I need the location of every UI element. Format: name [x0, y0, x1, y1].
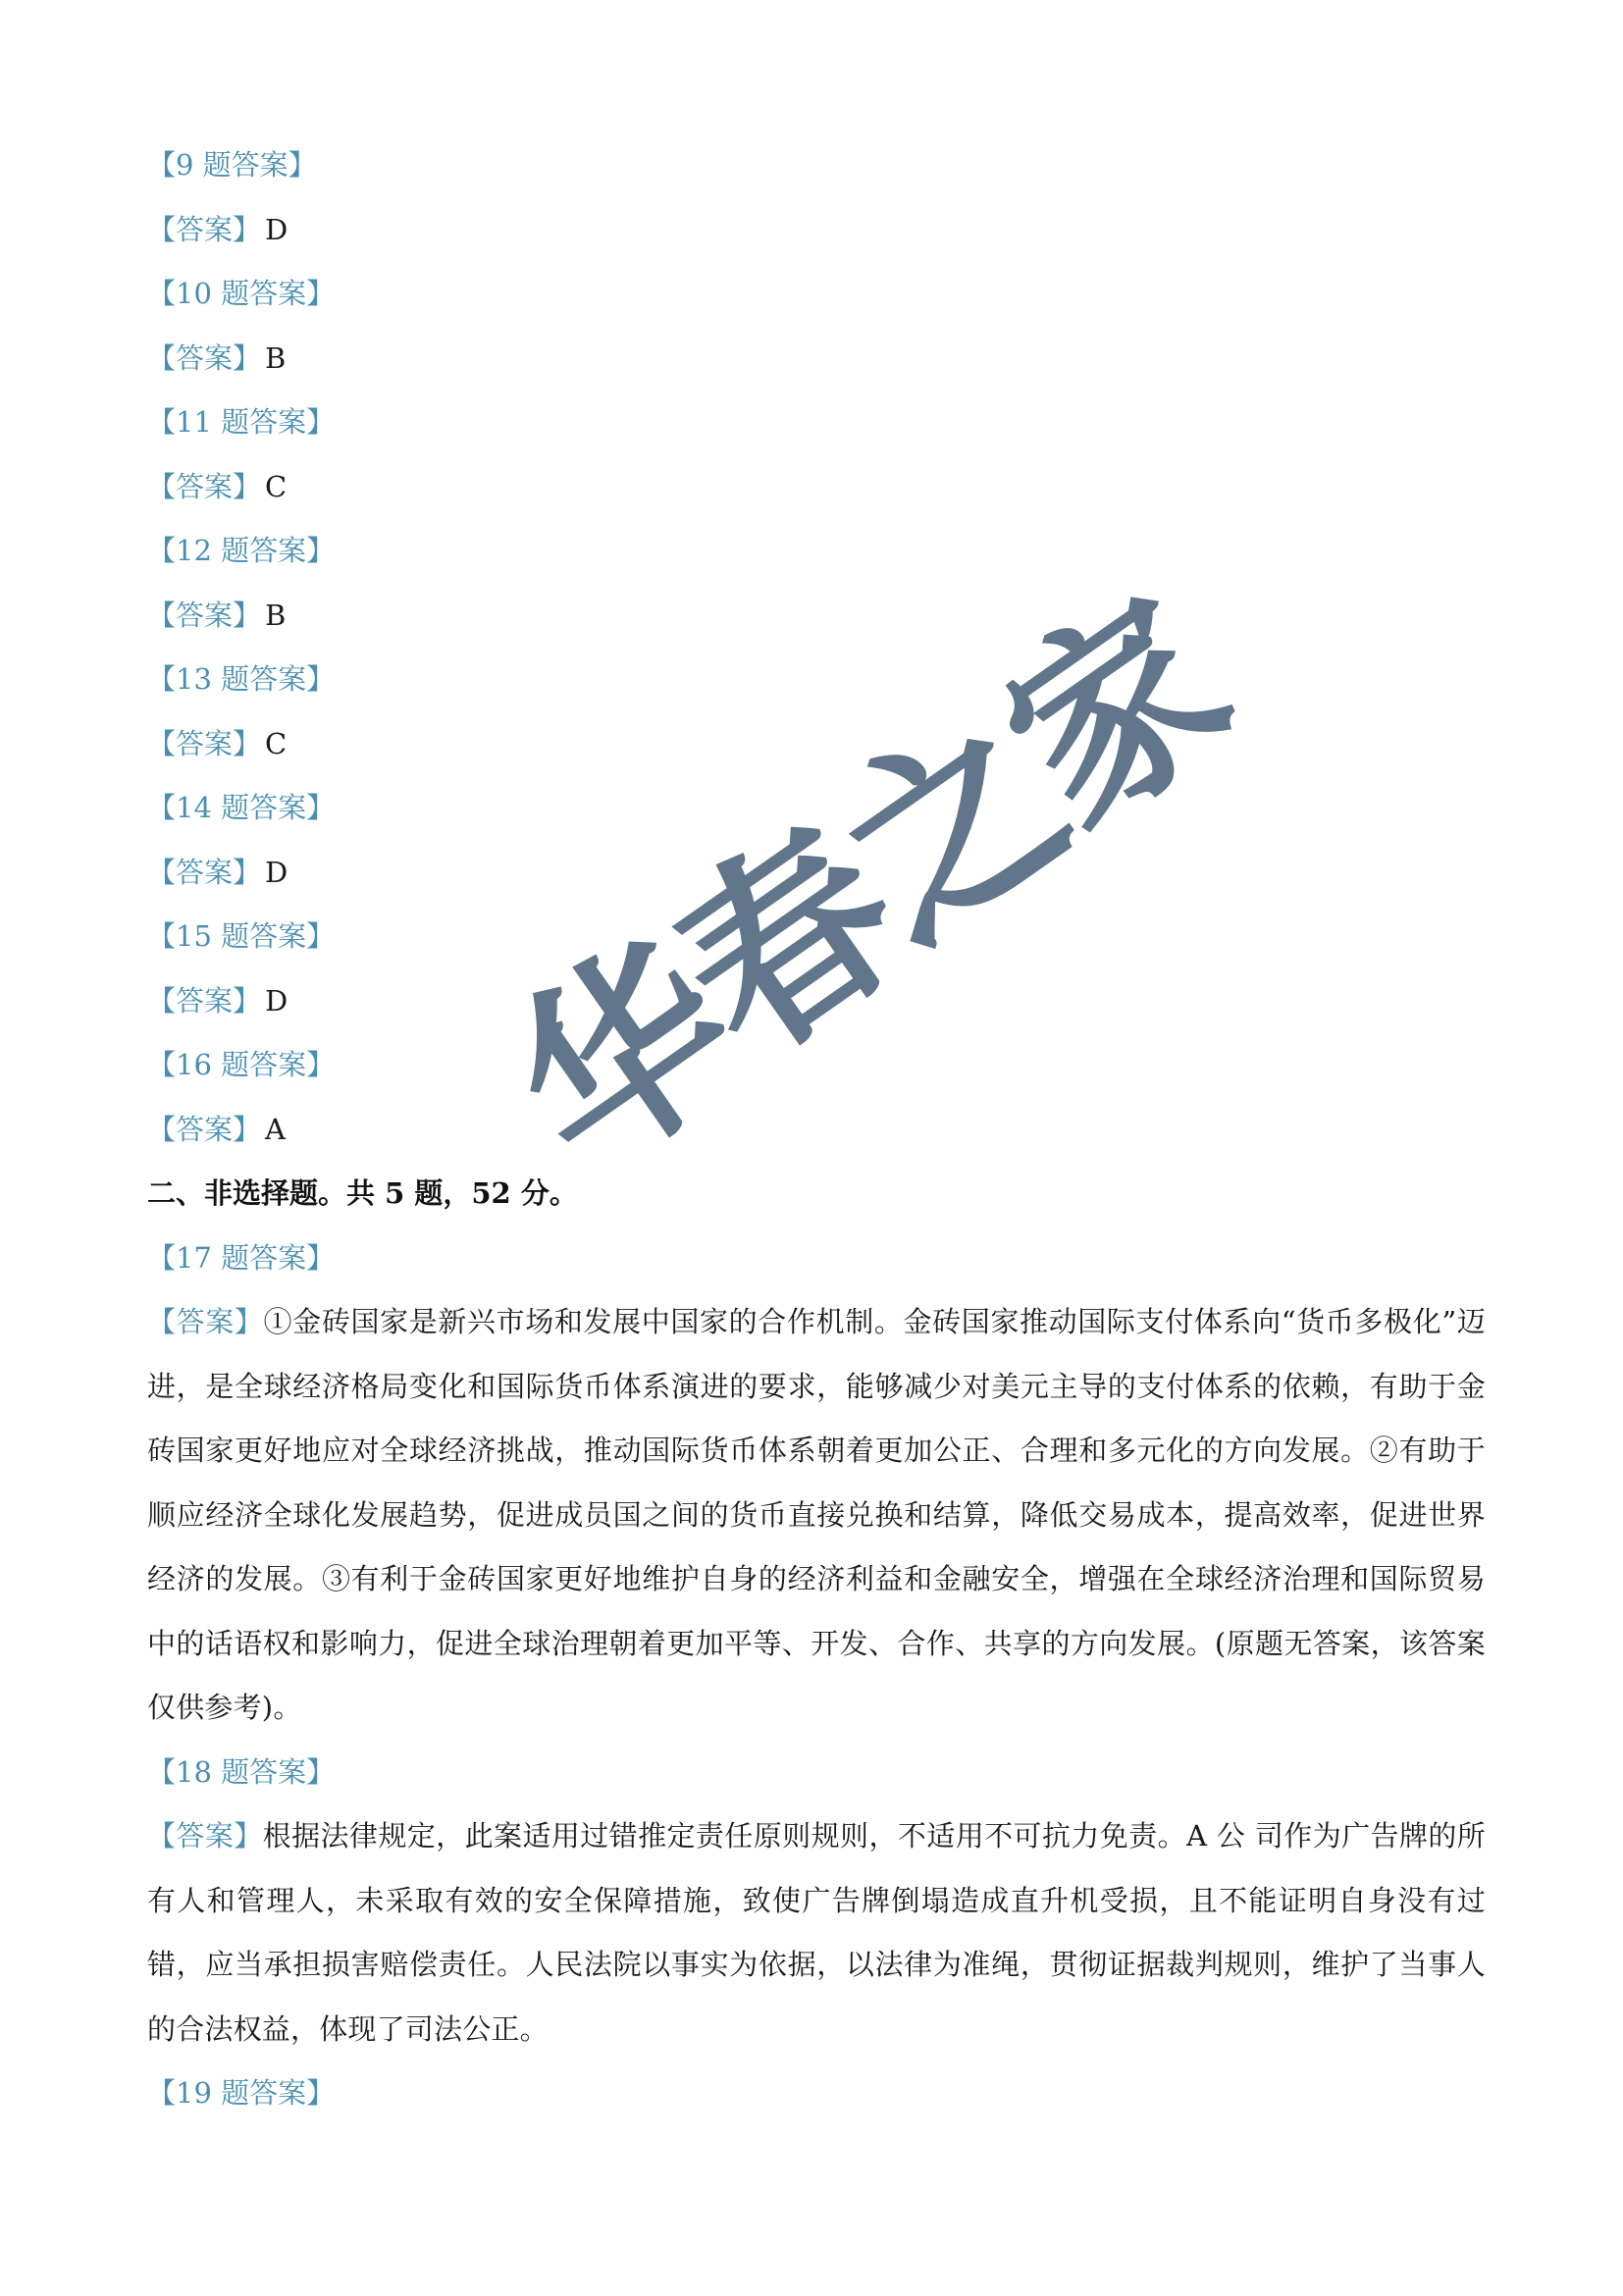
answer-document: [147, 133, 1486, 2126]
section-2-title: 二、非选择题。共 5 题，52 分。: [147, 1176, 578, 1210]
q9-title: 【9 题答案】: [147, 148, 317, 182]
q12-title: 【12 题答案】: [147, 534, 336, 567]
q16-answer: 【答案】 A: [147, 1112, 286, 1146]
q18-answer: 【答案】根据法律规定，此案适用过错推定责任原则规则，不适用不可抗力免责。A 公 司作为广告牌的所有人和管理人，未采取有效的安全保障措施，致使广告牌倒塌造成直升机受损，且不能证明自身没有过错，应当承担损害赔偿责任。人民法院以事实为依据，以法律为准绳，贯彻证据裁判规则，维护了当事人的合法权益，体现了司法公正。: [147, 1819, 1486, 2046]
q17-answer: 【答案】①金砖国家是新兴市场和发展中国家的合作机制。金砖国家推动国际支付体系向“货币多极化”迈进，是全球经济格局变化和国际货币体系演进的要求，能够减少对美元主导的支付体系的依赖，有助于金砖国家更好地应对全球经济挑战，推动国际货币体系朝着更加公正、合理和多元化的方向发展。②有助于顺应经济全球化发展趋势，促进成员国之间的货币直接兑换和结算，降低交易成本，提高效率，促进世界经济的发展。③有利于金砖国家更好地维护自身的经济利益和金融安全，增强在全球经济治理和国际贸易中的话语权和影响力，促进全球治理朝着更加平等、开发、合作、共享的方向发展。(原题无答案，该答案仅供参考)。: [147, 1305, 1486, 1724]
q18-answer-text: 根据法律规定，此案适用过错推定责任原则规则，不适用不可抗力免责。A 公 司作为广告牌的所有人和管理人，未采取有效的安全保障措施，致使广告牌倒塌造成直升机受损，且不能证明自身没有过错，应当承担损害赔偿责任。人民法院以事实为依据，以法律为准绳，贯彻证据裁判规则，维护了当事人的合法权益，体现了司法公正。: [147, 1819, 1486, 2046]
q11-answer: 【答案】 C: [147, 469, 288, 503]
q16-title: 【16 题答案】: [147, 1048, 336, 1081]
q17-answer-text: ①金砖国家是新兴市场和发展中国家的合作机制。金砖国家推动国际支付体系向“货币多极化”迈进，是全球经济格局变化和国际货币体系演进的要求，能够减少对美元主导的支付体系的依赖，有助于金砖国家更好地应对全球经济挑战，推动国际货币体系朝着更加公正、合理和多元化的方向发展。②有助于顺应经济全球化发展趋势，促进成员国之间的货币直接兑换和结算，降低交易成本，提高效率，促进世界经济的发展。③有利于金砖国家更好地维护自身的经济利益和金融安全，增强在全球经济治理和国际贸易中的话语权和影响力，促进全球治理朝着更加平等、开发、合作、共享的方向发展。(原题无答案，该答案仅供参考)。: [147, 1305, 1486, 1724]
watermark: 华春之家: [472, 558, 1267, 1216]
q17-title: 【17 题答案】: [147, 1240, 336, 1275]
q9-answer: 【答案】 D: [147, 212, 288, 246]
q14-title: 【14 题答案】: [147, 791, 336, 824]
q18-title: 【18 题答案】: [147, 1754, 336, 1789]
q13-answer: 【答案】 C: [147, 726, 288, 760]
q10-title: 【10 题答案】: [147, 277, 336, 310]
q15-title: 【15 题答案】: [147, 919, 336, 953]
q11-title: 【11 题答案】: [147, 405, 336, 439]
q19-title: 【19 题答案】: [147, 2076, 336, 2110]
q10-answer: 【答案】 B: [147, 340, 287, 375]
q15-answer: 【答案】 D: [147, 983, 288, 1018]
q14-answer: 【答案】 D: [147, 855, 288, 889]
q12-answer: 【答案】 B: [147, 598, 287, 632]
q13-title: 【13 题答案】: [147, 662, 336, 696]
